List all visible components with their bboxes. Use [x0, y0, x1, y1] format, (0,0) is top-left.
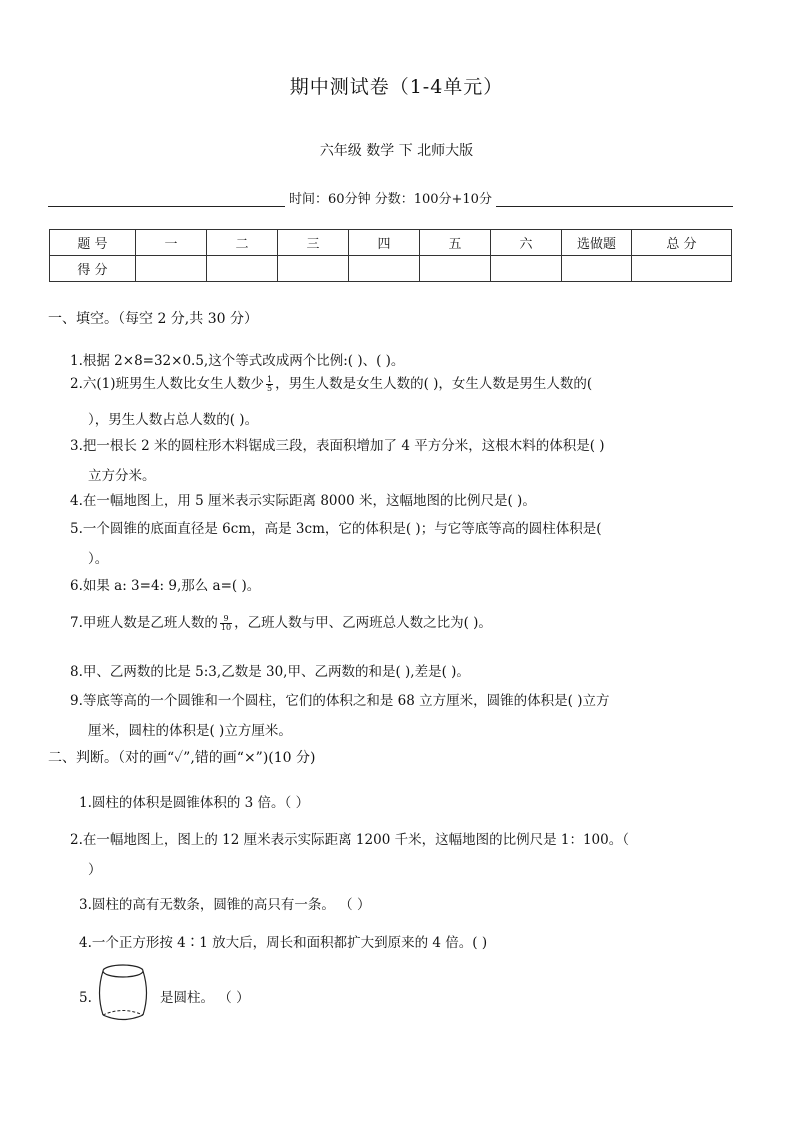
- score-cell[interactable]: [420, 256, 491, 282]
- fraction-nine-tenths: [220, 615, 232, 632]
- question-2-2-cont: ）: [88, 862, 102, 878]
- question-1-6: 6.如果 a: 3=4: 9,那么 a=( )。: [70, 578, 261, 594]
- question-2-5-text: 是圆柱。 （ ）: [160, 990, 250, 1006]
- question-1-1: 1.根据 2×8=32×0.5,这个等式改成两个比例:( )、( )。: [70, 353, 405, 369]
- name-blank-left: [48, 190, 285, 207]
- name-blank-right: [496, 190, 733, 207]
- fraction-denominator: 10: [220, 623, 232, 632]
- header-cell: 二: [207, 230, 278, 256]
- fraction-numerator: 9: [220, 615, 232, 624]
- question-2-2: 2.在一幅地图上，图上的 12 厘米表示实际距离 1200 千米，这幅地图的比例尺是 1：100。（: [70, 832, 629, 848]
- score-cell[interactable]: [632, 256, 732, 282]
- page-title: 期中测试卷（1-4单元）: [289, 76, 504, 98]
- score-cell[interactable]: [136, 256, 207, 282]
- question-1-3-cont: 立方分米。: [88, 468, 156, 484]
- question-1-4: 4.在一幅地图上，用 5 厘米表示实际距离 8000 米，这幅地图的比例尺是( )。: [70, 493, 536, 509]
- header-cell: 四: [349, 230, 420, 256]
- header-cell: 题 号: [50, 230, 136, 256]
- question-2-5-number: 5.: [79, 990, 92, 1006]
- question-1-5-cont: ）。: [88, 551, 109, 567]
- q7-text-a: 7.甲班人数是乙班人数的: [70, 615, 218, 631]
- question-2-3: 3.圆柱的高有无数条，圆锥的高只有一条。 （ ）: [79, 897, 371, 913]
- score-cell[interactable]: [562, 256, 632, 282]
- header-cell: 一: [136, 230, 207, 256]
- header-cell: 选做题: [562, 230, 632, 256]
- fraction-one-fifth: [266, 376, 273, 393]
- question-1-7: [70, 614, 492, 632]
- header-cell: 三: [278, 230, 349, 256]
- question-1-2: [70, 375, 592, 393]
- section2-heading: 二、判断。（对的画“✓”,错的画“×”)(10 分): [48, 750, 316, 766]
- fraction-denominator: 5: [267, 384, 273, 393]
- question-1-9-cont: 厘米，圆柱的体积是( )立方厘米。: [88, 723, 292, 739]
- header-cell: 总 分: [632, 230, 732, 256]
- question-2-1: 1.圆柱的体积是圆锥体积的 3 倍。（ ）: [79, 795, 310, 811]
- score-cell[interactable]: [491, 256, 562, 282]
- exam-info: 时间：60分钟 分数：100分+10分: [289, 192, 492, 207]
- question-1-2-cont: ），男生人数占总人数的( )。: [88, 412, 259, 428]
- q2-text-b: ，男生人数是女生人数的( )，女生人数是男生人数的(: [275, 376, 593, 392]
- score-cell[interactable]: [349, 256, 420, 282]
- score-cell[interactable]: [207, 256, 278, 282]
- header-cell: 五: [420, 230, 491, 256]
- question-2-4: 4.一个正方形按 4∶1 放大后，周长和面积都扩大到原来的 4 倍。( ): [79, 935, 488, 951]
- page-subtitle: 六年级 数学 下 北师大版: [319, 143, 474, 159]
- question-1-9: 9.等底等高的一个圆锥和一个圆柱，它们的体积之和是 68 立方厘米，圆锥的体积是( )立方: [70, 693, 610, 709]
- score-row: [50, 256, 732, 282]
- question-1-5: 5.一个圆锥的底面直径是 6cm，高是 3cm，它的体积是( )；与它等底等高的圆柱体积是(: [70, 521, 602, 537]
- q2-text-a: 2.六(1)班男生人数比女生人数少: [70, 376, 265, 392]
- question-1-8: 8.甲、乙两数的比是 5:3,乙数是 30,甲、乙两数的和是( ),差是( )。: [70, 664, 470, 680]
- score-table: [49, 229, 732, 282]
- score-cell[interactable]: [278, 256, 349, 282]
- question-1-3: 3.把一根长 2 米的圆柱形木料锯成三段，表面积增加了 4 平方分米，这根木料的体积是( ): [70, 438, 605, 454]
- section1-heading: 一、填空。（每空 2 分,共 30 分）: [48, 311, 258, 327]
- barrel-shape-icon: [94, 962, 152, 1024]
- header-cell: 六: [491, 230, 562, 256]
- score-header-row: [50, 230, 732, 256]
- q7-text-b: ，乙班人数与甲、乙两班总人数之比为( )。: [234, 615, 492, 631]
- fraction-numerator: 1: [267, 375, 273, 384]
- score-row-label: 得 分: [50, 256, 136, 282]
- exam-info-line: [48, 188, 733, 207]
